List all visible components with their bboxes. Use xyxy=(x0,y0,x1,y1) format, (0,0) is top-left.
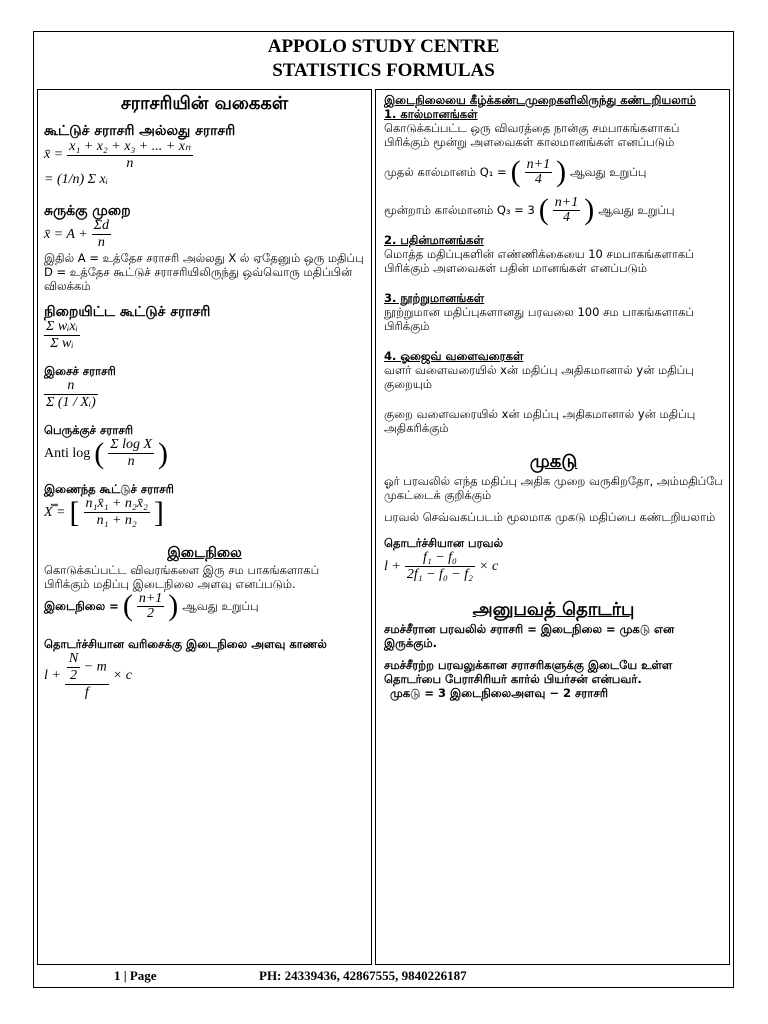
short-method-desc-1: இதில் A = உத்தேச சராசரி அல்லது X ல் ஏதேனும் ஒரு மதிப்பு xyxy=(44,251,364,265)
empirical-desc-1: சமச்சீரான பரவலில் சராசரி = இடைநிலை = முகடு என இருக்கும். xyxy=(384,622,675,650)
geometric-heading: பெருக்குச் சராசரி xyxy=(44,423,134,437)
empirical-desc-2: சமச்சீரற்ற பரவலுக்கான சராசரிகளுக்கு இடையே உள்ள தொடர்பை பேராசிரியர் கார்ல் பியர்சன் என்பவர். xyxy=(384,658,673,686)
median-desc: கொடுக்கப்பட்ட விவரங்களை இரு சம பாகங்களாகப் பிரிக்கும் மதிப்பு இடைநிலை அளவு எனப்படும். xyxy=(44,563,320,591)
am-formula: x̄ = $\frac{\text{x₁ + x₂ + x₃ + ... + xₙ}}{n}$ xyxy=(44,139,191,171)
right-column xyxy=(375,89,730,965)
empirical-formula: முகடு = 3 இடைநிலைஅளவு − 2 சராசரி xyxy=(390,686,608,700)
decile-heading: 2. பதின்மானங்கள் xyxy=(384,233,484,247)
decile-desc: மொத்த மதிப்புகளின் எண்ணிக்கையை 10 சமபாகங்களாகப் பிரிக்கும் அளவைகள் பதின் மானங்கள் எனப்படும் xyxy=(384,247,694,275)
short-method-heading: சுருக்கு முறை xyxy=(44,203,131,219)
quartile-heading: 1. கால்மானங்கள் xyxy=(384,107,478,121)
cont-mode-formula: l + $\frac{\text{f₁ − f₀}}{\text{2f₁ − f₀ − f₂}}$ × c xyxy=(384,550,499,582)
q3-formula: மூன்றாம் கால்மானம் Q₃ = 3 ( $\frac{n+1}{4}$ ) ஆவது உறுப்பு xyxy=(384,193,675,226)
mode-desc-2: பரவல் செவ்வகப்படம் மூலமாக முகடு மதிப்பை கண்டறியலாம் xyxy=(384,510,716,524)
means-title: சராசரியின் வகைகள் xyxy=(120,93,289,114)
geometric-formula: Anti log ( $\frac{\text{Σ log X}}{n}$ ) xyxy=(44,436,169,470)
header-subtitle: STATISTICS FORMULAS xyxy=(272,60,495,81)
median-formula: இடைநிலை = ( $\frac{n+1}{2}$ ) ஆவது உறுப்பு xyxy=(44,589,259,622)
header-title: APPOLO STUDY CENTRE xyxy=(267,36,500,57)
harmonic-heading: இசைச் சராசரி xyxy=(44,364,116,378)
ogive-heading: 4. ஓஜைவ் வளைவரைகள் xyxy=(384,349,524,363)
median-methods-intro: இடைநிலையை கீழ்க்கண்டமுறைகளிலிருந்து கண்டறியலாம் xyxy=(384,93,697,107)
page-number: 1 | Page xyxy=(114,968,157,983)
combined-heading: இணைந்த கூட்டுச் சராசரி xyxy=(44,482,174,496)
short-method-desc-2: D = உத்தேச கூட்டுச் சராசரியிலிருந்து ஒவ்வொரு மதிப்பின் விலக்கம் xyxy=(44,265,353,293)
cont-median-heading: தொடர்ச்சியான வரிசைக்கு இடைநிலை அளவு காணல் xyxy=(44,637,327,651)
weighted-formula: $\frac{\text{Σ wᵢxᵢ}}{\text{Σ wᵢ}}$ xyxy=(46,319,78,351)
page-header xyxy=(34,32,733,91)
weighted-heading: நிறையிட்ட கூட்டுச் சராசரி xyxy=(44,304,211,320)
combined-formula: X̿ = [ $\frac{\text{n₁x̄₁ + n₂x̄₂}}{\text{n₁ + n₂}}$ ] xyxy=(44,495,164,529)
median-title: இடைநிலை xyxy=(167,545,242,561)
harmonic-formula: $\frac{n}{\text{Σ (1 / Xᵢ)}}$ xyxy=(46,378,96,410)
percentile-heading: 3. நூற்றுமானங்கள் xyxy=(384,291,485,305)
q1-formula: முதல் கால்மானம் Q₁ = ( $\frac{n+1}{4}$ ) ஆவது உறுப்பு xyxy=(384,155,647,188)
ogive-desc-2: குறை வளைவரையில் xன் மதிப்பு அதிகமானால் yன் மதிப்பு அதிகரிக்கும் xyxy=(384,407,696,435)
cont-mode-heading: தொடர்ச்சியான பரவல் xyxy=(384,536,504,550)
phone-numbers: PH: 24339436, 42867555, 9840226187 xyxy=(259,968,467,983)
am-formula-sum: = (1/n) Σ xᵢ xyxy=(44,172,108,187)
ogive-desc-1: வளர் வளைவரையில் xன் மதிப்பு அதிகமானால் yன் மதிப்பு குறையும் xyxy=(384,363,694,391)
mode-desc-1: ஓர் பரவலில் எந்த மதிப்பு அதிக முறை வருகிறதோ, அம்மதிப்பே முகட்டைக் குறிக்கும் xyxy=(384,474,723,502)
percentile-desc: நூற்றுமான மதிப்புகளானது பரவலை 100 சம பாகங்களாகப் பிரிக்கும் xyxy=(384,305,695,333)
page-frame xyxy=(33,31,734,988)
cont-median-formula: l + $\frac{N}{2}$ − m f × c xyxy=(44,651,132,700)
mode-title: முகடு xyxy=(529,451,578,472)
short-method-formula: x̄ = A + $\frac{\Sigma d}{n}$ xyxy=(44,218,109,250)
left-column xyxy=(37,89,372,965)
empirical-title: அனுபவத் தொடர்பு xyxy=(472,599,635,620)
quartile-desc: கொடுக்கப்பட்ட ஒரு விவரத்தை நான்கு சமபாகங்களாகப் பிரிக்கும் மூன்று அளவைகள் காலமானங்கள் எனப்படும் xyxy=(384,121,680,149)
page-footer xyxy=(34,965,733,987)
am-heading: கூட்டுச் சராசரி அல்லது சராசரி xyxy=(44,123,236,139)
